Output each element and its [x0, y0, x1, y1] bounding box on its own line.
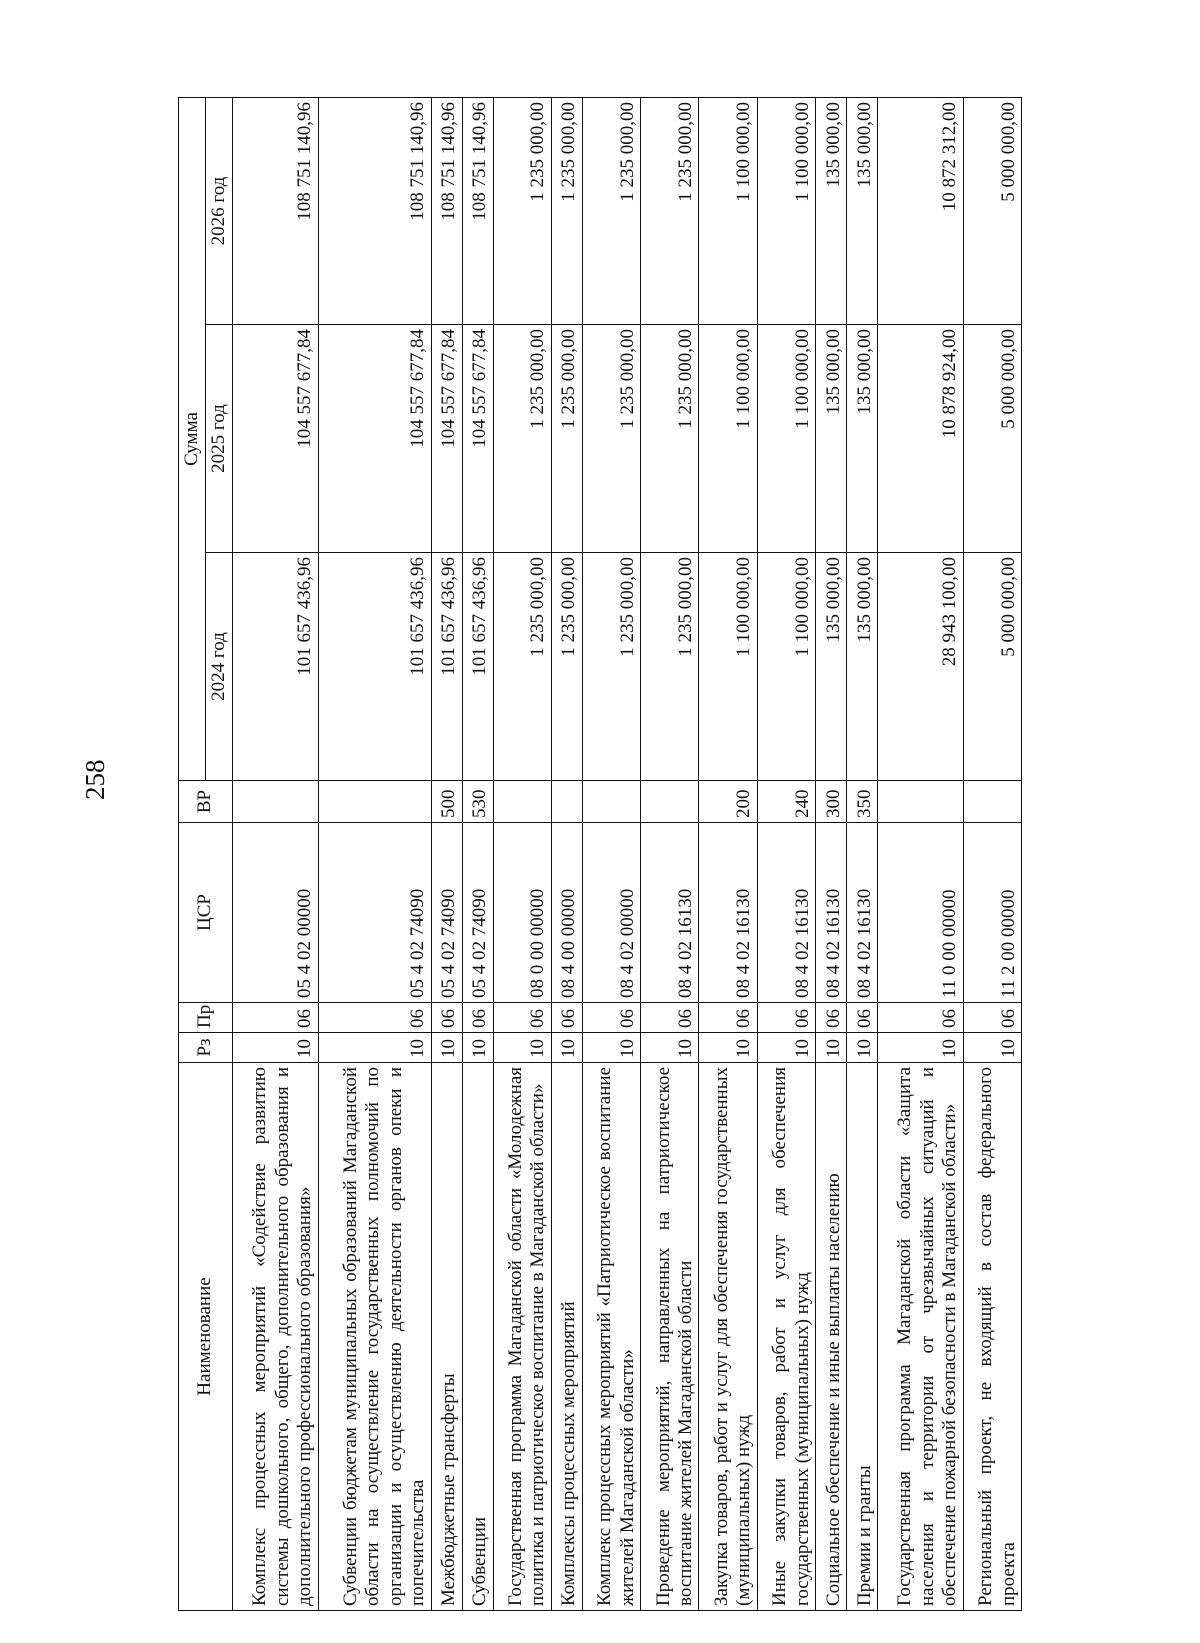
- table-row: [431, 98, 462, 1611]
- cell-name: Межбюджетные трансферты: [431, 1063, 462, 1611]
- cell-y2024: 135 000,00: [815, 553, 846, 781]
- cell-csr: 08 4 02 16130: [641, 823, 699, 1003]
- cell-pr: 06: [233, 1003, 319, 1033]
- cell-y2025: 104 557 677,84: [431, 325, 462, 553]
- cell-y2026: 1 100 000,00: [757, 98, 815, 325]
- cell-pr: 06: [757, 1003, 815, 1033]
- cell-rz: 10: [233, 1033, 319, 1063]
- table-body: [233, 98, 1022, 1611]
- table-row: [846, 98, 877, 1611]
- cell-y2025: 1 235 000,00: [493, 325, 551, 553]
- cell-name: Государственная программа Магаданской области «Молодежная политика и патриотическое воспитание в Магаданской области»: [493, 1063, 551, 1611]
- cell-pr: 06: [318, 1003, 431, 1033]
- cell-vr: [963, 781, 1021, 823]
- cell-y2025: 1 100 000,00: [757, 325, 815, 553]
- cell-vr: [641, 781, 699, 823]
- cell-csr: 11 0 00 00000: [877, 823, 963, 1003]
- cell-y2025: 5 000 000,00: [963, 325, 1021, 553]
- header-name: Наименование: [179, 1063, 233, 1611]
- budget-table: [178, 97, 1022, 1611]
- cell-y2024: 135 000,00: [846, 553, 877, 781]
- cell-name: Премии и гранты: [846, 1063, 877, 1611]
- cell-csr: 05 4 02 00000: [233, 823, 319, 1003]
- cell-y2024: 28 943 100,00: [877, 553, 963, 781]
- cell-name: Комплекс процессных мероприятий «Содействие развитию системы дошкольного, общего, дополнительного образования и дополнительного профессионального образования»: [233, 1063, 319, 1611]
- cell-csr: 08 4 02 00000: [582, 823, 640, 1003]
- cell-name: Субвенции бюджетам муниципальных образований Магаданской области на осуществление государственных полномочий по организации и осуществлению деятельности органов опеки и попечительства: [318, 1063, 431, 1611]
- cell-name: Субвенции: [462, 1063, 493, 1611]
- table-row: [493, 98, 551, 1611]
- cell-pr: 06: [877, 1003, 963, 1033]
- cell-vr: 500: [431, 781, 462, 823]
- cell-rz: 10: [641, 1033, 699, 1063]
- cell-pr: 06: [641, 1003, 699, 1033]
- cell-y2024: 1 100 000,00: [757, 553, 815, 781]
- cell-csr: 08 0 00 00000: [493, 823, 551, 1003]
- cell-name: Иные закупки товаров, работ и услуг для обеспечения государственных (муниципальных) нужд: [757, 1063, 815, 1611]
- cell-vr: 240: [757, 781, 815, 823]
- cell-pr: 06: [846, 1003, 877, 1033]
- cell-name: Закупка товаров, работ и услуг для обеспечения государственных (муниципальных) нужд: [699, 1063, 757, 1611]
- cell-y2024: 1 235 000,00: [493, 553, 551, 781]
- cell-pr: 06: [431, 1003, 462, 1033]
- cell-csr: 05 4 02 74090: [318, 823, 431, 1003]
- cell-y2026: 1 235 000,00: [582, 98, 640, 325]
- cell-y2025: 104 557 677,84: [318, 325, 431, 553]
- header-sum: Сумма: [179, 98, 206, 781]
- cell-pr: 06: [582, 1003, 640, 1033]
- cell-y2025: 135 000,00: [815, 325, 846, 553]
- cell-vr: [233, 781, 319, 823]
- header-pr: Пр: [179, 1003, 233, 1033]
- table-row: [582, 98, 640, 1611]
- header-2026: 2026 год: [206, 98, 233, 325]
- cell-vr: [582, 781, 640, 823]
- cell-name: Комплексы процессных мероприятий: [551, 1063, 582, 1611]
- page-number: 258: [80, 759, 110, 800]
- cell-y2026: 108 751 140,96: [431, 98, 462, 325]
- cell-y2025: 104 557 677,84: [233, 325, 319, 553]
- table-row: [699, 98, 757, 1611]
- header-row-top: [179, 98, 206, 1611]
- cell-csr: 08 4 02 16130: [699, 823, 757, 1003]
- table-row: [963, 98, 1021, 1611]
- cell-y2025: 1 235 000,00: [551, 325, 582, 553]
- cell-csr: 05 4 02 74090: [431, 823, 462, 1003]
- cell-rz: 10: [462, 1033, 493, 1063]
- table-row: [318, 98, 431, 1611]
- cell-rz: 10: [846, 1033, 877, 1063]
- cell-rz: 10: [431, 1033, 462, 1063]
- cell-csr: 08 4 00 00000: [551, 823, 582, 1003]
- cell-y2026: 108 751 140,96: [462, 98, 493, 325]
- cell-csr: 11 2 00 00000: [963, 823, 1021, 1003]
- cell-y2024: 1 235 000,00: [582, 553, 640, 781]
- cell-rz: 10: [318, 1033, 431, 1063]
- cell-vr: 300: [815, 781, 846, 823]
- cell-y2026: 108 751 140,96: [318, 98, 431, 325]
- cell-y2025: 10 878 924,00: [877, 325, 963, 553]
- cell-name: Проведение мероприятий, направленных на патриотическое воспитание жителей Магаданской области: [641, 1063, 699, 1611]
- cell-y2025: 1 235 000,00: [582, 325, 640, 553]
- cell-vr: [493, 781, 551, 823]
- cell-y2024: 1 100 000,00: [699, 553, 757, 781]
- cell-y2025: 104 557 677,84: [462, 325, 493, 553]
- cell-y2026: 5 000 000,00: [963, 98, 1021, 325]
- cell-y2024: 101 657 436,96: [431, 553, 462, 781]
- cell-y2024: 1 235 000,00: [641, 553, 699, 781]
- cell-csr: 05 4 02 74090: [462, 823, 493, 1003]
- cell-pr: 06: [963, 1003, 1021, 1033]
- cell-name: Региональный проект, не входящий в состав федерального проекта: [963, 1063, 1021, 1611]
- cell-rz: 10: [963, 1033, 1021, 1063]
- cell-pr: 06: [493, 1003, 551, 1033]
- cell-vr: [551, 781, 582, 823]
- cell-y2024: 5 000 000,00: [963, 553, 1021, 781]
- cell-csr: 08 4 02 16130: [846, 823, 877, 1003]
- cell-y2024: 101 657 436,96: [233, 553, 319, 781]
- cell-y2026: 1 235 000,00: [641, 98, 699, 325]
- header-csr: ЦСР: [179, 823, 233, 1003]
- cell-vr: [877, 781, 963, 823]
- header-vr: ВР: [179, 781, 233, 823]
- cell-name: Социальное обеспечение и иные выплаты населению: [815, 1063, 846, 1611]
- cell-name: Государственная программа Магаданской области «Защита населения и территории от чрезвычайных ситуаций и обеспечение пожарной безопасности в Магаданской области»: [877, 1063, 963, 1611]
- table-row: [877, 98, 963, 1611]
- cell-y2025: 1 235 000,00: [641, 325, 699, 553]
- cell-y2026: 108 751 140,96: [233, 98, 319, 325]
- cell-y2024: 101 657 436,96: [318, 553, 431, 781]
- cell-y2026: 1 235 000,00: [493, 98, 551, 325]
- cell-pr: 06: [815, 1003, 846, 1033]
- table-row: [641, 98, 699, 1611]
- cell-vr: 200: [699, 781, 757, 823]
- cell-pr: 06: [551, 1003, 582, 1033]
- cell-y2025: 135 000,00: [846, 325, 877, 553]
- cell-y2024: 1 235 000,00: [551, 553, 582, 781]
- cell-rz: 10: [877, 1033, 963, 1063]
- header-2025: 2025 год: [206, 325, 233, 553]
- cell-rz: 10: [551, 1033, 582, 1063]
- cell-rz: 10: [815, 1033, 846, 1063]
- cell-y2026: 1 100 000,00: [699, 98, 757, 325]
- table-row: [233, 98, 319, 1611]
- cell-y2026: 135 000,00: [846, 98, 877, 325]
- cell-csr: 08 4 02 16130: [815, 823, 846, 1003]
- cell-rz: 10: [493, 1033, 551, 1063]
- cell-vr: [318, 781, 431, 823]
- cell-pr: 06: [462, 1003, 493, 1033]
- cell-vr: 350: [846, 781, 877, 823]
- cell-y2026: 1 235 000,00: [551, 98, 582, 325]
- cell-y2025: 1 100 000,00: [699, 325, 757, 553]
- cell-rz: 10: [699, 1033, 757, 1063]
- table-row: [462, 98, 493, 1611]
- cell-csr: 08 4 02 16130: [757, 823, 815, 1003]
- cell-rz: 10: [582, 1033, 640, 1063]
- cell-y2026: 10 872 312,00: [877, 98, 963, 325]
- cell-vr: 530: [462, 781, 493, 823]
- header-2024: 2024 год: [206, 553, 233, 781]
- table-row: [757, 98, 815, 1611]
- cell-name: Комплекс процессных мероприятий «Патриотическое воспитание жителей Магаданской области»: [582, 1063, 640, 1611]
- budget-table-rotated: [178, 98, 1022, 1611]
- cell-rz: 10: [757, 1033, 815, 1063]
- cell-y2026: 135 000,00: [815, 98, 846, 325]
- header-rz: Рз: [179, 1033, 233, 1063]
- table-row: [815, 98, 846, 1611]
- table-row: [551, 98, 582, 1611]
- cell-y2024: 101 657 436,96: [462, 553, 493, 781]
- cell-pr: 06: [699, 1003, 757, 1033]
